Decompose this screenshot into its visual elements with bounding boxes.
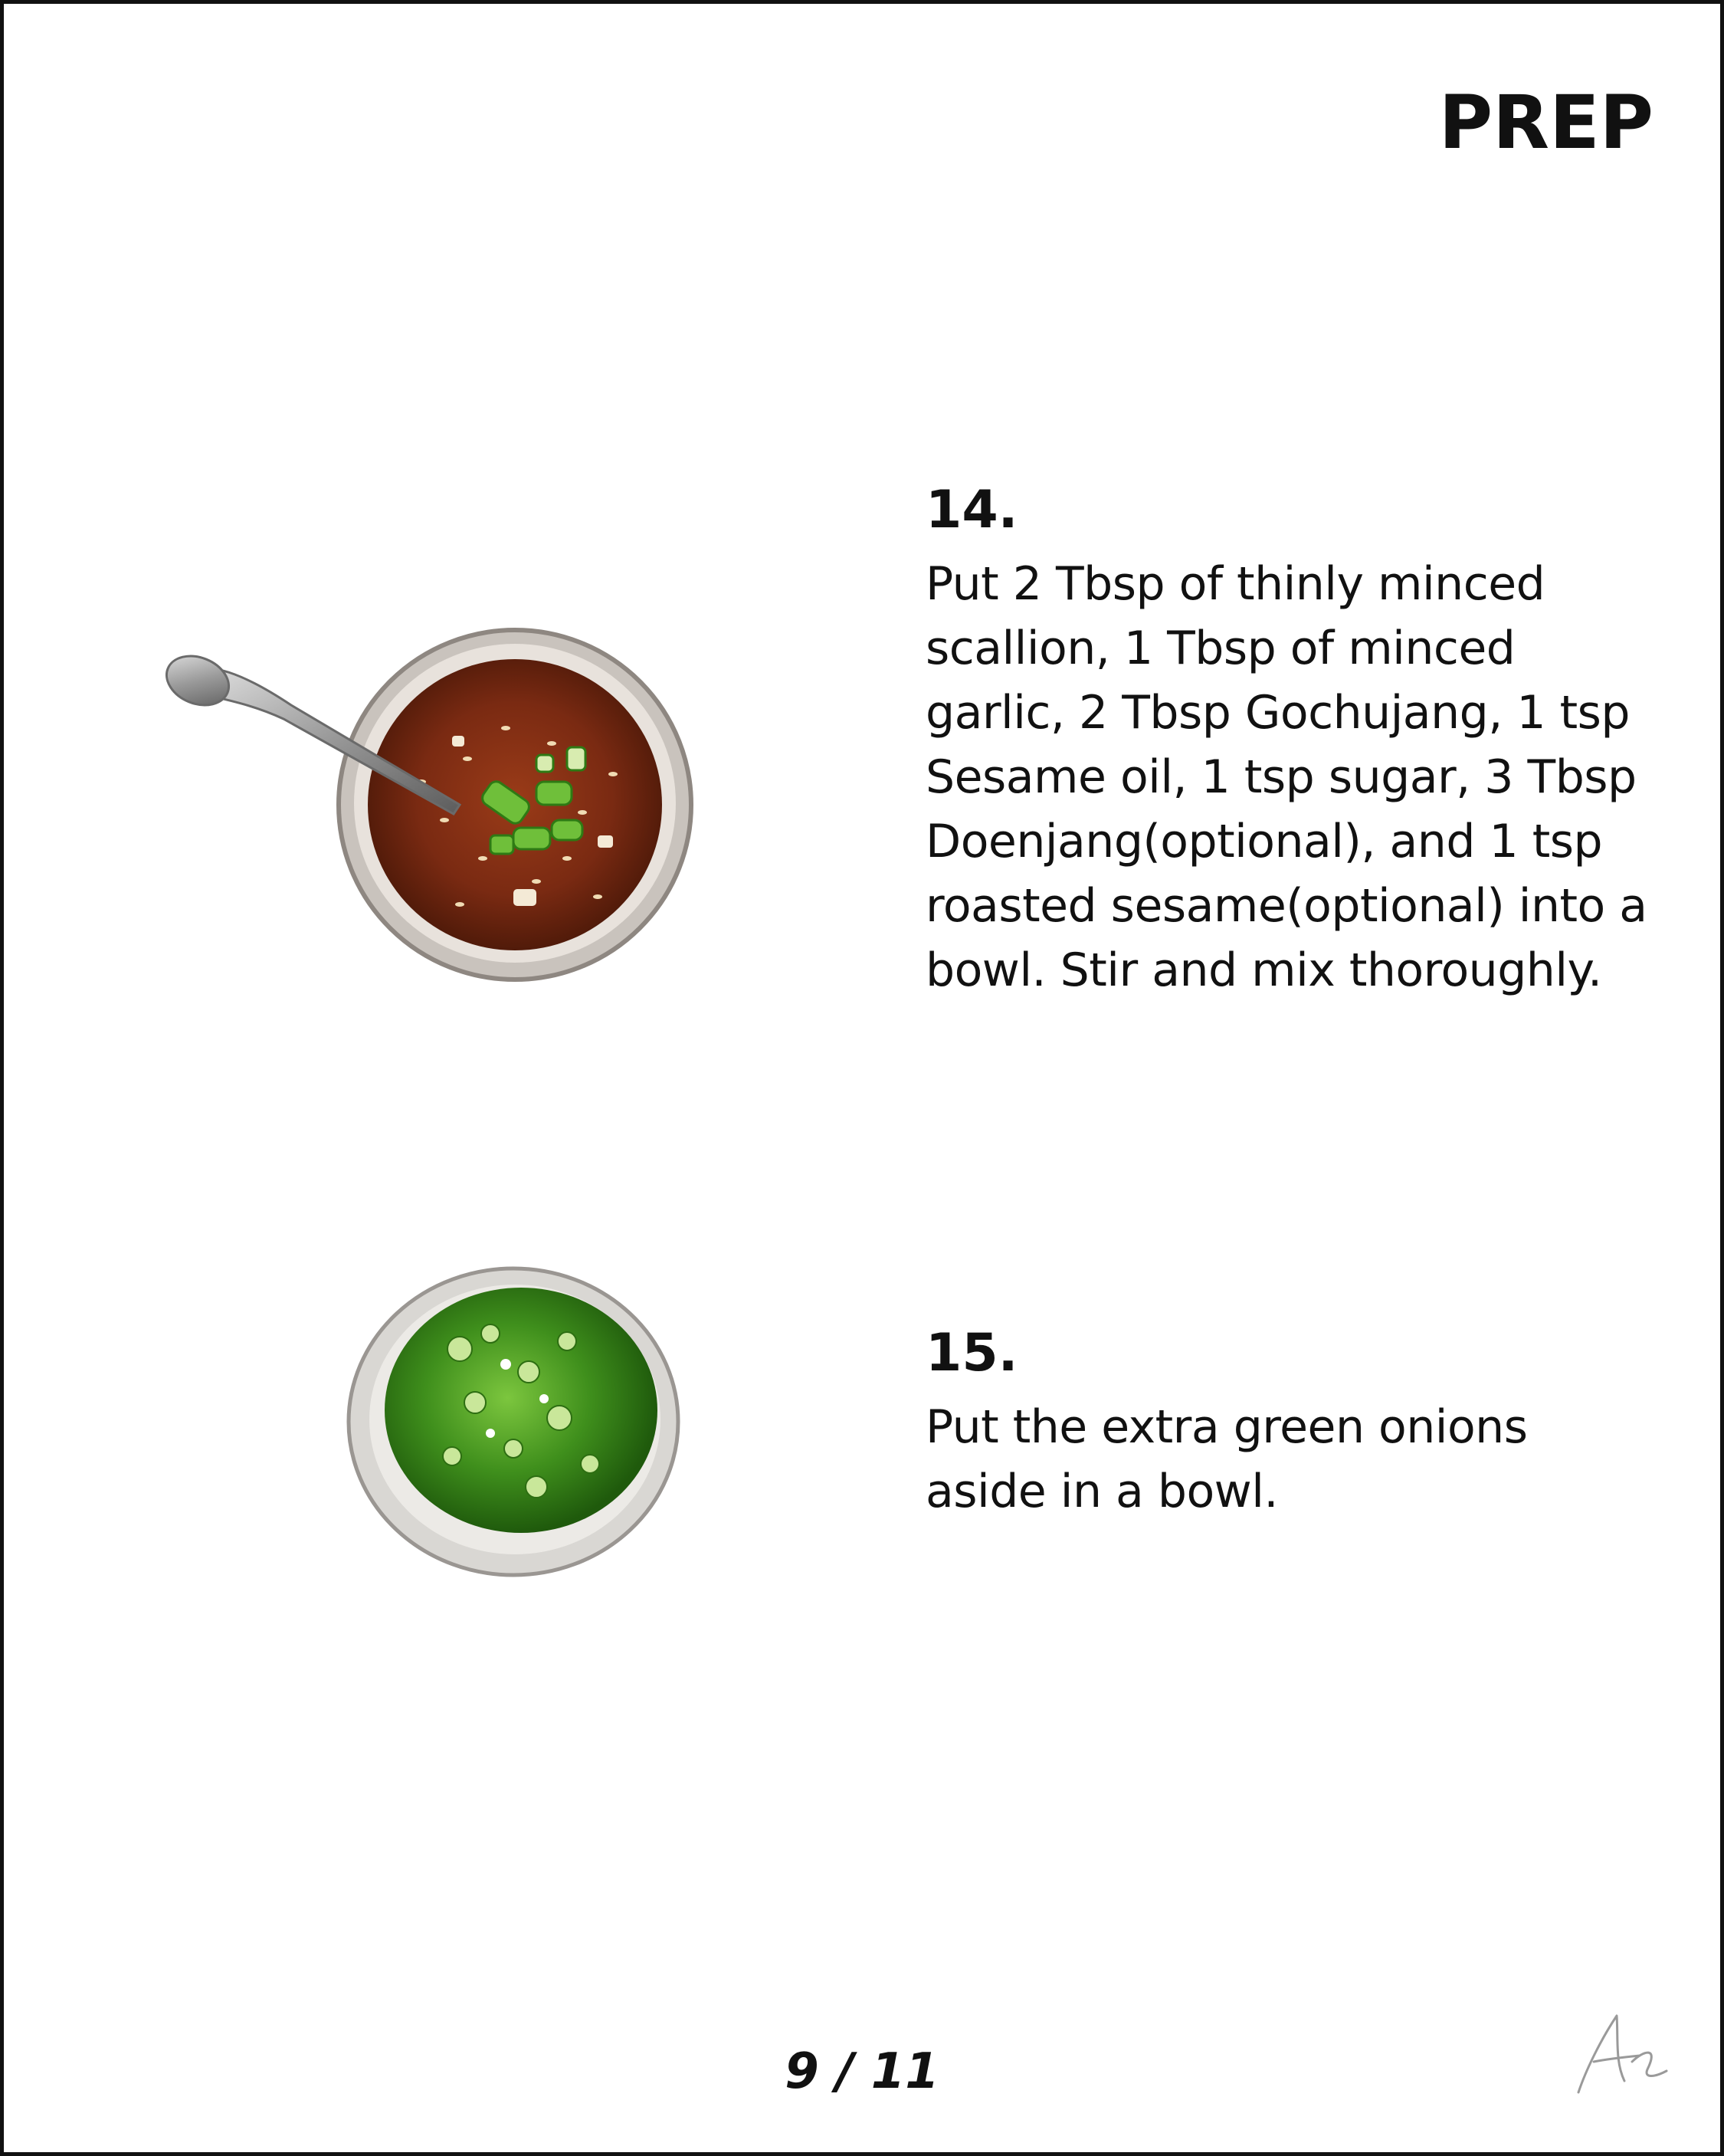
- step-14: [926, 480, 1661, 1003]
- step-15: [926, 1323, 1661, 1524]
- page-number: 9 / 11: [785, 2043, 939, 2100]
- section-title: PREP: [1438, 80, 1654, 166]
- step-text: Put the extra green onions aside in a bowl.: [926, 1400, 1528, 1518]
- green-onion-bowl-image: [337, 1257, 690, 1587]
- step-number: 14.: [926, 480, 1018, 540]
- signature-icon: [1571, 2008, 1670, 2100]
- spoon-end: [159, 647, 236, 714]
- step-number: 15.: [926, 1323, 1018, 1383]
- green-onions: [385, 1288, 657, 1533]
- sauce-jar-image: [153, 613, 705, 996]
- step-text: Put 2 Tbsp of thinly minced scallion, 1 Tbsp of minced garlic, 2 Tbsp Gochujang, 1 tsp Sesame oil, 1 tsp sugar, 3 Tbsp Doenjang(optional), and 1 tsp roasted sesame(optional) into a bowl. Stir and mix thoroughly.: [926, 557, 1647, 997]
